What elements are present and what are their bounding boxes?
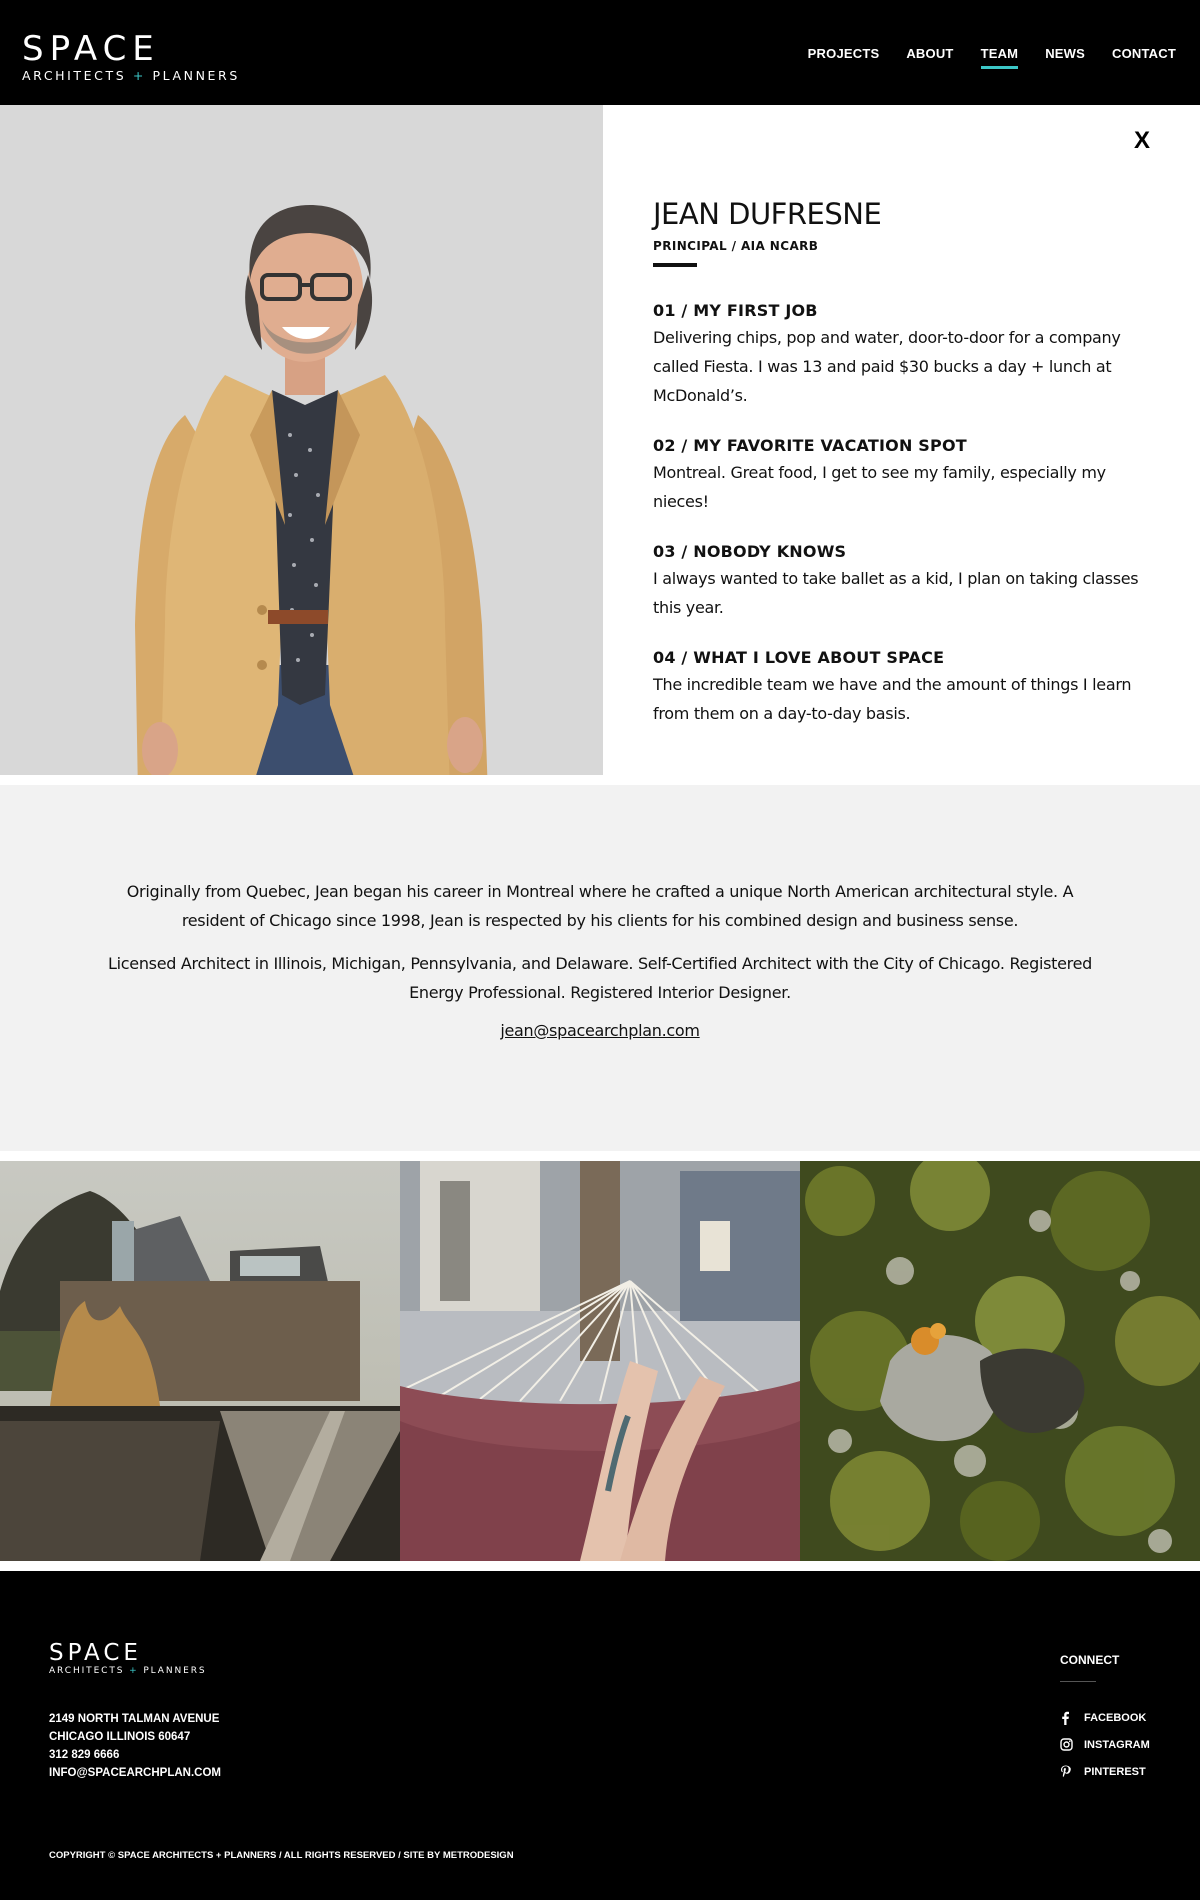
nav-team[interactable]: TEAM [981,46,1019,69]
about-paragraph: Licensed Architect in Illinois, Michigan, Pennsylvania, and Delaware. Self-Certified Architect with the City of Chicago. Registered Energy Professional. Registered Interior Designer. [108,954,1092,1002]
footer-logo-tagline-plus: + [129,1666,139,1676]
close-button[interactable]: X [1133,127,1150,154]
qa-question: 02 / MY FAVORITE VACATION SPOT [653,436,967,455]
social-label: INSTAGRAM [1084,1738,1150,1751]
social-label: PINTEREST [1084,1765,1146,1778]
portrait-illustration [0,105,603,775]
logo-tagline-plus: + [132,68,146,83]
qa-answer: Delivering chips, pop and water, door-to-door for a company called Fiesta. I was 13 and paid $30 bucks a day + lunch at McDonald’s. [653,328,1121,405]
nav-news[interactable]: NEWS [1045,46,1086,61]
address-email[interactable]: INFO@SPACEARCHPLAN.COM [49,1767,222,1779]
photo-gallery [0,1161,1200,1561]
qa-item [653,648,1153,728]
qa-item [653,301,1153,410]
qa-item [653,436,1153,516]
about-section [0,785,1200,1151]
qa-answer: The incredible team we have and the amount of things I learn from them on a day-to-day basis. [653,675,1132,723]
profile-bio [653,197,1153,728]
hammock-feet-photo [400,1161,800,1561]
name-divider [653,263,697,267]
moss-rock-photo [800,1161,1200,1561]
footer-logo-tagline-left: ARCHITECTS [49,1666,125,1676]
logo-tagline-right: PLANNERS [152,68,240,83]
nav-projects[interactable]: PROJECTS [807,46,880,61]
qa-answer: I always wanted to take ballet as a kid, I plan on taking classes this year. [653,569,1139,617]
qa-answer: Montreal. Great food, I get to see my family, especially my nieces! [653,463,1106,511]
address-street: 2149 NORTH TALMAN AVENUE [49,1713,220,1725]
profile-section [0,105,1200,775]
gallery-photo-church[interactable] [0,1161,400,1561]
social-facebook[interactable] [1060,1704,1150,1731]
social-label: FACEBOOK [1084,1711,1147,1724]
address-phone[interactable]: 312 829 6666 [49,1749,120,1761]
footer-copyright: COPYRIGHT © SPACE ARCHITECTS + PLANNERS / ALL RIGHTS RESERVED / SITE BY METRODESIGN [49,1850,514,1861]
qa-item [653,542,1153,622]
qa-question: 04 / WHAT I LOVE ABOUT SPACE [653,648,945,667]
gallery-photo-hammock[interactable] [400,1161,800,1561]
logo-tagline [22,68,240,83]
connect-title: CONNECT [1060,1653,1120,1667]
nav-about[interactable]: ABOUT [906,46,954,61]
footer-logo[interactable] [49,1641,206,1676]
footer-logo-tagline-right: PLANNERS [143,1666,207,1676]
social-pinterest[interactable] [1060,1758,1150,1785]
social-instagram[interactable] [1060,1731,1150,1758]
connect-divider [1060,1681,1096,1682]
address-city: CHICAGO ILLINOIS 60647 [49,1731,191,1743]
portrait-photo [0,105,603,775]
pinterest-icon [1060,1765,1084,1779]
social-links [1060,1704,1150,1785]
email-link[interactable]: jean@spacearchplan.com [500,1021,700,1040]
qa-question: 01 / MY FIRST JOB [653,301,818,320]
about-paragraph: Originally from Quebec, Jean began his career in Montreal where he crafted a unique North American architectural style. A resident of Chicago since 1998, Jean is respected by his clients for his combined design and business sense. [126,882,1074,930]
profile-name: JEAN DUFRESNE [653,197,882,231]
main-nav [808,46,1176,69]
connect-block [1060,1653,1150,1785]
gallery-photo-moss[interactable] [800,1161,1200,1561]
site-footer [0,1571,1200,1900]
logo-tagline-left: ARCHITECTS [22,68,127,83]
nav-contact[interactable]: CONTACT [1112,46,1176,61]
site-header [0,0,1200,105]
logo-wordmark: SPACE [22,29,160,69]
church-reflecting-pool-photo [0,1161,400,1561]
qa-question: 03 / NOBODY KNOWS [653,542,847,561]
profile-role: PRINCIPAL / AIA NCARB [653,239,819,253]
instagram-icon [1060,1738,1084,1751]
footer-logo-tagline [49,1666,206,1676]
site-logo[interactable] [22,29,240,83]
facebook-icon [1060,1711,1084,1725]
footer-logo-wordmark: SPACE [49,1640,142,1666]
footer-address [49,1710,221,1782]
